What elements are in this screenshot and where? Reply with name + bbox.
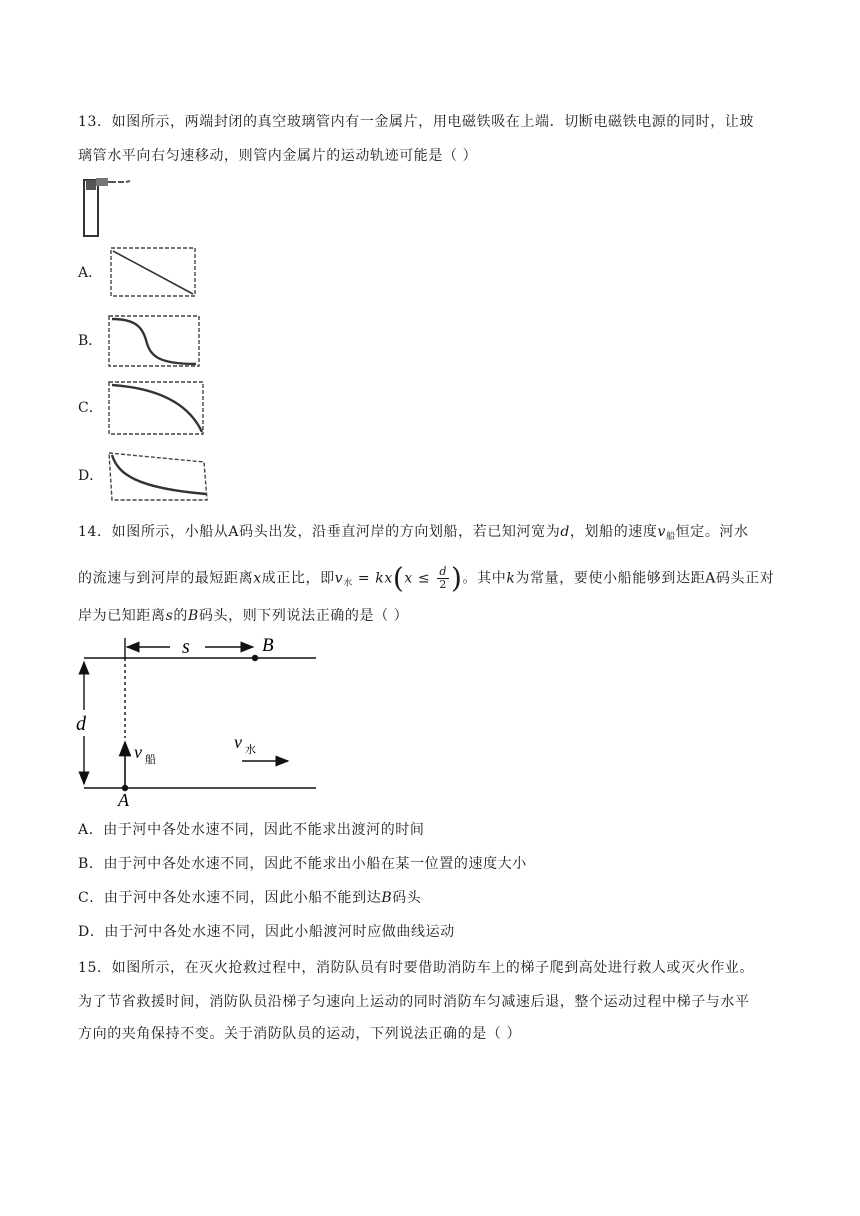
q14-frac-den: 2 [439,578,447,591]
q15-text-line2: 为了节省救援时间，消防队员沿梯子匀速向上运动的同时消防车匀减速后退，整个运动过程中梯子与水平 [78,994,750,1010]
q13-option-d-label: D． [78,468,104,484]
q14-option-c-B: B [381,890,393,906]
q14-text-2a: 的流速与到河岸的最短距离 [78,570,254,587]
q13-option-a-figure [108,244,198,300]
q13-option-b-figure [106,312,202,370]
q14-var-B: B [188,608,199,624]
q13-option-c-label: C． [78,400,103,416]
q14-fig-B: B [262,635,274,656]
q14-fig-v-boat: v [134,742,142,762]
q14-cond: x ≤ [404,570,436,587]
q14-text-3c: 码头，则下列说法正确的是（ ） [198,608,409,624]
q14-text-1: 14．如图所示，小船从A码头出发，沿垂直河岸的方向划船，若已知河宽为 [78,524,561,540]
q14-fig-v-water: v [234,732,242,752]
q14-sub-boat: 船 [666,532,676,542]
q14-option-c-b: 码头 [392,890,422,906]
q14-var-x: x [253,570,262,587]
q13-option-d-figure [106,448,210,504]
q14-text-1b: ，划船的速度 [569,524,658,540]
q14-var-s: s [165,608,174,624]
q14-text-line2: 的流速与到河岸的最短距离x成正比，即$v_水 = kx(x$ ≤ $\frac{d}{2}$ )。其中k为常量，要使小船能够到达距A码头正对 [78,561,775,595]
q14-option-b: B．由于河中各处水速不同，因此不能求出小船在某一位置的速度大小 [78,856,527,872]
q14-text-line1 [78,522,749,547]
q14-point-B [252,655,258,661]
q14-text-line3 [78,606,408,626]
q14-eq-v: v [334,570,344,587]
q14-text-2d: 为常量，要使小船能够到达距A码头正对 [515,570,775,587]
q13-tube-figure [80,172,160,242]
q14-text-3b: 的 [173,608,189,624]
q14-fig-A: A [118,790,129,810]
q14-option-d: D．由于河中各处水速不同，因此小船渡河时应做曲线运动 [78,924,455,940]
q14-text-3a: 岸为已知距离 [78,608,166,624]
q14-text-2b: 成正比，即 [261,570,335,587]
q14-option-a: A．由于河中各处水速不同，因此不能求出渡河的时间 [78,822,425,838]
q14-eq: = kx [352,570,393,587]
q14-fig-boat-sub: 船 [145,753,156,766]
q13-option-c-figure [106,378,206,438]
q15-text-line1: 15．如图所示，在灭火抢救过程中，消防队员有时要借助消防车上的梯子爬到高处进行救人或灭火作业。 [78,960,755,976]
q15-text-line3: 方向的夹角保持不变。关于消防队员的运动，下列说法正确的是（ ） [78,1026,522,1042]
q14-river-diagram [70,630,330,810]
q13-text-line2: 璃管水平向右匀速移动，则管内金属片的运动轨迹可能是（ ） [78,148,478,164]
q14-frac-num: d [439,565,447,578]
q14-text-2c: 。其中 [462,570,507,587]
q14-option-c [78,888,421,908]
q14-sub-water: 水 [343,578,353,589]
q14-fig-d: d [76,713,86,735]
q14-var-v: v [657,524,667,540]
q13-option-a-label: A． [78,265,103,281]
q13-text-line1: 13．如图所示，两端封闭的真空玻璃管内有一金属片，用电磁铁吸在上端．切断电磁铁电源的同时，让玻 [78,114,755,130]
q14-fraction [437,566,449,591]
q14-var-k: k [506,570,516,587]
q14-fig-s: s [182,636,190,658]
q13-option-b-label: B． [78,333,103,349]
q14-fig-water-sub: 水 [245,743,256,756]
q14-option-c-a: C．由于河中各处水速不同，因此小船不能到达 [78,890,382,906]
q14-var-d: d [560,524,570,540]
q14-text-1c: 恒定。河水 [675,524,749,540]
